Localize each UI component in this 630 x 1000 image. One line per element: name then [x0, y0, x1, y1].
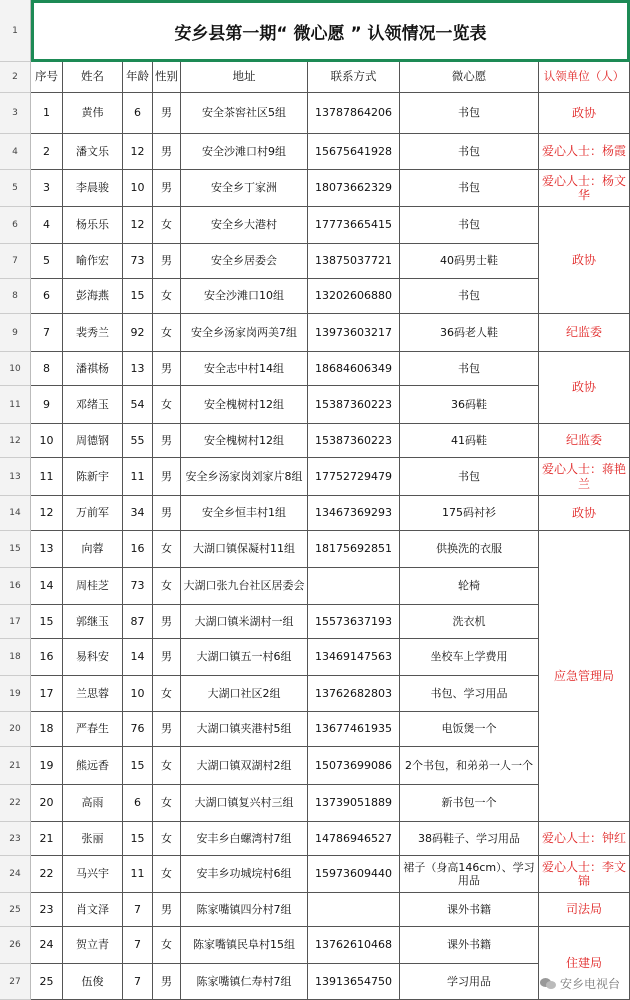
cell-gender[interactable]: 男 [153, 712, 181, 747]
sheet-title: 安乡县第一期“ 微心愿 ” 认领情况一览表 [31, 0, 630, 62]
cell-seq[interactable]: 17 [31, 676, 63, 712]
cell-seq[interactable]: 5 [31, 244, 63, 279]
cell-address[interactable]: 大湖口镇米湖村一组 [181, 605, 308, 639]
cell-gender[interactable]: 女 [153, 279, 181, 314]
cell-age[interactable]: 7 [123, 964, 153, 1000]
cell-age[interactable]: 54 [123, 386, 153, 424]
cell-wish[interactable]: 38码鞋子、学习用品 [400, 822, 539, 856]
cell-contact[interactable]: 15675641928 [308, 134, 400, 170]
cell-name[interactable]: 贺立青 [63, 927, 123, 964]
cell-seq[interactable]: 22 [31, 856, 63, 893]
cell-wish[interactable]: 书包 [400, 170, 539, 207]
cell-contact[interactable]: 17752729479 [308, 458, 400, 496]
row-number[interactable]: 8 [0, 279, 31, 314]
cell-seq[interactable]: 8 [31, 352, 63, 386]
cell-wish[interactable]: 书包 [400, 279, 539, 314]
cell-wish[interactable]: 洗衣机 [400, 605, 539, 639]
cell-age[interactable]: 92 [123, 314, 153, 352]
cell-address[interactable]: 安全槐树村12组 [181, 386, 308, 424]
claimer-cell[interactable]: 纪监委 [539, 314, 630, 352]
cell-seq[interactable]: 11 [31, 458, 63, 496]
watermark-label: 安乡电视台 [559, 977, 620, 991]
cell-age[interactable]: 7 [123, 927, 153, 964]
header-claimer: 认领单位（人） [539, 62, 630, 93]
cell-contact[interactable]: 13677461935 [308, 712, 400, 747]
cell-contact[interactable] [308, 568, 400, 605]
cell-age[interactable]: 87 [123, 605, 153, 639]
cell-seq[interactable]: 21 [31, 822, 63, 856]
row-number[interactable]: 19 [0, 676, 31, 712]
cell-seq[interactable]: 4 [31, 207, 63, 244]
row-number[interactable]: 24 [0, 856, 31, 893]
cell-name[interactable]: 伍俊 [63, 964, 123, 1000]
cell-name[interactable]: 李晨骏 [63, 170, 123, 207]
cell-gender[interactable]: 女 [153, 568, 181, 605]
cell-name[interactable]: 彭海燕 [63, 279, 123, 314]
row-number[interactable]: 21 [0, 747, 31, 785]
cell-age[interactable]: 11 [123, 856, 153, 893]
cell-gender[interactable]: 男 [153, 496, 181, 531]
cell-age[interactable]: 10 [123, 170, 153, 207]
cell-address[interactable]: 安全乡大港村 [181, 207, 308, 244]
cell-seq[interactable]: 24 [31, 927, 63, 964]
row-number[interactable]: 4 [0, 134, 31, 170]
cell-contact[interactable]: 13762682803 [308, 676, 400, 712]
cell-wish[interactable]: 41码鞋 [400, 424, 539, 458]
cell-contact[interactable]: 15973609440 [308, 856, 400, 893]
cell-contact[interactable]: 18684606349 [308, 352, 400, 386]
cell-wish[interactable]: 供换洗的衣服 [400, 531, 539, 568]
cell-address[interactable]: 安丰乡功城垸村6组 [181, 856, 308, 893]
row-number[interactable]: 7 [0, 244, 31, 279]
cell-name[interactable]: 邓绪玉 [63, 386, 123, 424]
cell-seq[interactable]: 15 [31, 605, 63, 639]
watermark [540, 975, 620, 992]
cell-gender[interactable]: 女 [153, 785, 181, 822]
row-number[interactable]: 23 [0, 822, 31, 856]
cell-contact[interactable]: 13202606880 [308, 279, 400, 314]
claimer-cell[interactable]: 爱心人士：蒋艳兰 [539, 458, 630, 496]
claimer-cell[interactable]: 政协 [539, 352, 630, 424]
cell-age[interactable]: 13 [123, 352, 153, 386]
cell-seq[interactable]: 3 [31, 170, 63, 207]
cell-age[interactable]: 55 [123, 424, 153, 458]
row-number[interactable]: 25 [0, 893, 31, 927]
cell-seq[interactable]: 1 [31, 93, 63, 134]
cell-wish[interactable]: 书包 [400, 134, 539, 170]
chat-bubble-icon [540, 978, 556, 990]
cell-name[interactable]: 周德钢 [63, 424, 123, 458]
cell-wish[interactable]: 轮椅 [400, 568, 539, 605]
row-number[interactable]: 2 [0, 62, 31, 93]
claimer-cell[interactable]: 爱心人士：钟红 [539, 822, 630, 856]
cell-name[interactable]: 杨乐乐 [63, 207, 123, 244]
cell-gender[interactable]: 男 [153, 424, 181, 458]
cell-seq[interactable]: 20 [31, 785, 63, 822]
cell-address[interactable]: 大湖口镇复兴村三组 [181, 785, 308, 822]
claimer-cell[interactable]: 政协 [539, 496, 630, 531]
cell-contact[interactable]: 18175692851 [308, 531, 400, 568]
cell-gender[interactable]: 女 [153, 822, 181, 856]
cell-contact[interactable] [308, 893, 400, 927]
row-number[interactable]: 13 [0, 458, 31, 496]
cell-gender[interactable]: 男 [153, 244, 181, 279]
cell-name[interactable]: 潘文乐 [63, 134, 123, 170]
header-wish: 微心愿 [400, 62, 539, 93]
cell-gender[interactable]: 女 [153, 927, 181, 964]
cell-name[interactable]: 黄伟 [63, 93, 123, 134]
row-number[interactable]: 15 [0, 531, 31, 568]
cell-name[interactable]: 兰思蓉 [63, 676, 123, 712]
claimer-cell[interactable]: 政协 [539, 93, 630, 134]
cell-contact[interactable]: 15387360223 [308, 424, 400, 458]
cell-name[interactable]: 高雨 [63, 785, 123, 822]
cell-seq[interactable]: 23 [31, 893, 63, 927]
cell-age[interactable]: 34 [123, 496, 153, 531]
cell-wish[interactable]: 课外书籍 [400, 893, 539, 927]
cell-address[interactable]: 安全茶窖社区5组 [181, 93, 308, 134]
cell-address[interactable]: 大湖口张九台社区居委会 [181, 568, 308, 605]
cell-age[interactable]: 15 [123, 822, 153, 856]
cell-wish[interactable]: 裙子（身高146cm）、学习用品 [400, 856, 539, 893]
header-seq: 序号 [31, 62, 63, 93]
claimer-cell[interactable]: 爱心人士：杨文华 [539, 170, 630, 207]
cell-address[interactable]: 安全沙滩口村9组 [181, 134, 308, 170]
cell-name[interactable]: 张丽 [63, 822, 123, 856]
cell-age[interactable]: 10 [123, 676, 153, 712]
row-number[interactable]: 17 [0, 605, 31, 639]
header-contact: 联系方式 [308, 62, 400, 93]
cell-address[interactable]: 安全乡丁家洲 [181, 170, 308, 207]
cell-wish[interactable]: 新书包一个 [400, 785, 539, 822]
cell-name[interactable]: 肖文泽 [63, 893, 123, 927]
cell-seq[interactable]: 10 [31, 424, 63, 458]
row-number[interactable]: 9 [0, 314, 31, 352]
cell-wish[interactable]: 学习用品 [400, 964, 539, 1000]
cell-address[interactable]: 大湖口社区2组 [181, 676, 308, 712]
cell-seq[interactable]: 2 [31, 134, 63, 170]
cell-gender[interactable]: 男 [153, 893, 181, 927]
cell-address[interactable]: 安全槐树村12组 [181, 424, 308, 458]
header-name: 姓名 [63, 62, 123, 93]
cell-contact[interactable]: 13973603217 [308, 314, 400, 352]
cell-address[interactable]: 安全乡恒丰村1组 [181, 496, 308, 531]
cell-contact[interactable]: 14786946527 [308, 822, 400, 856]
claimer-cell[interactable]: 爱心人士：李文锦 [539, 856, 630, 893]
cell-age[interactable]: 11 [123, 458, 153, 496]
header-address: 地址 [181, 62, 308, 93]
claimer-cell[interactable]: 政协 [539, 207, 630, 314]
cell-address[interactable]: 陈家嘴镇四分村7组 [181, 893, 308, 927]
cell-age[interactable]: 12 [123, 134, 153, 170]
cell-wish[interactable]: 书包 [400, 207, 539, 244]
cell-contact[interactable]: 13467369293 [308, 496, 400, 531]
cell-name[interactable]: 周桂芝 [63, 568, 123, 605]
cell-gender[interactable]: 男 [153, 639, 181, 676]
row-number[interactable]: 16 [0, 568, 31, 605]
row-number[interactable]: 26 [0, 927, 31, 964]
cell-address[interactable]: 安丰乡白螺湾村7组 [181, 822, 308, 856]
cell-age[interactable]: 73 [123, 568, 153, 605]
cell-wish[interactable]: 书包 [400, 458, 539, 496]
row-number[interactable]: 5 [0, 170, 31, 207]
claimer-cell[interactable]: 爱心人士：杨霞 [539, 134, 630, 170]
row-number[interactable]: 27 [0, 964, 31, 1000]
cell-wish[interactable]: 坐校车上学费用 [400, 639, 539, 676]
cell-address[interactable]: 大湖口镇五一村6组 [181, 639, 308, 676]
cell-wish[interactable]: 课外书籍 [400, 927, 539, 964]
cell-seq[interactable]: 25 [31, 964, 63, 1000]
cell-seq[interactable]: 9 [31, 386, 63, 424]
cell-contact[interactable]: 15387360223 [308, 386, 400, 424]
cell-seq[interactable]: 12 [31, 496, 63, 531]
cell-age[interactable]: 15 [123, 747, 153, 785]
cell-address[interactable]: 大湖口镇夹港村5组 [181, 712, 308, 747]
row-number[interactable]: 11 [0, 386, 31, 424]
cell-contact[interactable]: 13875037721 [308, 244, 400, 279]
cell-seq[interactable]: 13 [31, 531, 63, 568]
cell-gender[interactable]: 女 [153, 856, 181, 893]
cell-contact[interactable]: 13762610468 [308, 927, 400, 964]
cell-address[interactable]: 陈家嘴镇仁寿村7组 [181, 964, 308, 1000]
cell-age[interactable]: 7 [123, 893, 153, 927]
cell-seq[interactable]: 6 [31, 279, 63, 314]
row-number[interactable]: 14 [0, 496, 31, 531]
claimer-cell[interactable]: 纪监委 [539, 424, 630, 458]
cell-seq[interactable]: 16 [31, 639, 63, 676]
cell-contact[interactable]: 13469147563 [308, 639, 400, 676]
cell-age[interactable]: 6 [123, 785, 153, 822]
cell-gender[interactable]: 男 [153, 458, 181, 496]
cell-contact[interactable]: 13739051889 [308, 785, 400, 822]
cell-seq[interactable]: 19 [31, 747, 63, 785]
cell-address[interactable]: 安全志中村14组 [181, 352, 308, 386]
cell-contact[interactable]: 15573637193 [308, 605, 400, 639]
cell-gender[interactable]: 女 [153, 676, 181, 712]
cell-wish[interactable]: 书包 [400, 93, 539, 134]
cell-seq[interactable]: 7 [31, 314, 63, 352]
cell-gender[interactable]: 男 [153, 93, 181, 134]
cell-seq[interactable]: 18 [31, 712, 63, 747]
cell-address[interactable]: 安全乡汤家岗两美7组 [181, 314, 308, 352]
row-number[interactable]: 10 [0, 352, 31, 386]
cell-gender[interactable]: 女 [153, 531, 181, 568]
cell-age[interactable]: 73 [123, 244, 153, 279]
cell-age[interactable]: 76 [123, 712, 153, 747]
row-number[interactable]: 12 [0, 424, 31, 458]
cell-name[interactable]: 潘祺杨 [63, 352, 123, 386]
cell-address[interactable]: 安全沙滩口10组 [181, 279, 308, 314]
cell-address[interactable]: 陈家嘴镇民阜村15组 [181, 927, 308, 964]
claimer-cell[interactable]: 司法局 [539, 893, 630, 927]
row-number[interactable]: 1 [0, 0, 31, 62]
cell-gender[interactable]: 男 [153, 134, 181, 170]
cell-wish[interactable]: 电饭煲一个 [400, 712, 539, 747]
cell-gender[interactable]: 男 [153, 170, 181, 207]
row-number[interactable]: 18 [0, 639, 31, 676]
cell-contact[interactable]: 17773665415 [308, 207, 400, 244]
cell-name[interactable]: 万前军 [63, 496, 123, 531]
cell-age[interactable]: 14 [123, 639, 153, 676]
cell-age[interactable]: 16 [123, 531, 153, 568]
cell-name[interactable]: 喻作宏 [63, 244, 123, 279]
cell-contact[interactable]: 18073662329 [308, 170, 400, 207]
cell-name[interactable]: 易科安 [63, 639, 123, 676]
cell-wish[interactable]: 40码男士鞋 [400, 244, 539, 279]
cell-age[interactable]: 15 [123, 279, 153, 314]
cell-seq[interactable]: 14 [31, 568, 63, 605]
cell-name[interactable]: 马兴宇 [63, 856, 123, 893]
cell-wish[interactable]: 36码鞋 [400, 386, 539, 424]
cell-gender[interactable]: 女 [153, 314, 181, 352]
cell-wish[interactable]: 2个书包，和弟弟一人一个 [400, 747, 539, 785]
header-gender: 性别 [153, 62, 181, 93]
cell-name[interactable]: 熊远香 [63, 747, 123, 785]
cell-wish[interactable]: 书包、学习用品 [400, 676, 539, 712]
cell-age[interactable]: 6 [123, 93, 153, 134]
cell-name[interactable]: 郭继玉 [63, 605, 123, 639]
cell-wish[interactable]: 36码老人鞋 [400, 314, 539, 352]
row-number[interactable]: 6 [0, 207, 31, 244]
cell-contact[interactable]: 13787864206 [308, 93, 400, 134]
claimer-cell[interactable]: 应急管理局 [539, 531, 630, 822]
cell-contact[interactable]: 13913654750 [308, 964, 400, 1000]
cell-wish[interactable]: 书包 [400, 352, 539, 386]
cell-gender[interactable]: 男 [153, 352, 181, 386]
claimer-cell[interactable]: 住建局 [539, 927, 630, 1000]
row-number[interactable]: 22 [0, 785, 31, 822]
cell-gender[interactable]: 女 [153, 207, 181, 244]
cell-address[interactable]: 大湖口镇保凝村11组 [181, 531, 308, 568]
cell-name[interactable]: 严春生 [63, 712, 123, 747]
cell-gender[interactable]: 女 [153, 386, 181, 424]
cell-gender[interactable]: 男 [153, 964, 181, 1000]
cell-gender[interactable]: 女 [153, 747, 181, 785]
cell-address[interactable]: 安全乡居委会 [181, 244, 308, 279]
cell-contact[interactable]: 15073699086 [308, 747, 400, 785]
cell-gender[interactable]: 男 [153, 605, 181, 639]
row-number[interactable]: 3 [0, 93, 31, 134]
cell-wish[interactable]: 175码衬衫 [400, 496, 539, 531]
row-number[interactable]: 20 [0, 712, 31, 747]
cell-address[interactable]: 安全乡汤家岗刘家片8组 [181, 458, 308, 496]
cell-address[interactable]: 大湖口镇双湖村2组 [181, 747, 308, 785]
cell-age[interactable]: 12 [123, 207, 153, 244]
cell-name[interactable]: 裴秀兰 [63, 314, 123, 352]
cell-name[interactable]: 陈新宇 [63, 458, 123, 496]
header-age: 年龄 [123, 62, 153, 93]
cell-name[interactable]: 向蓉 [63, 531, 123, 568]
